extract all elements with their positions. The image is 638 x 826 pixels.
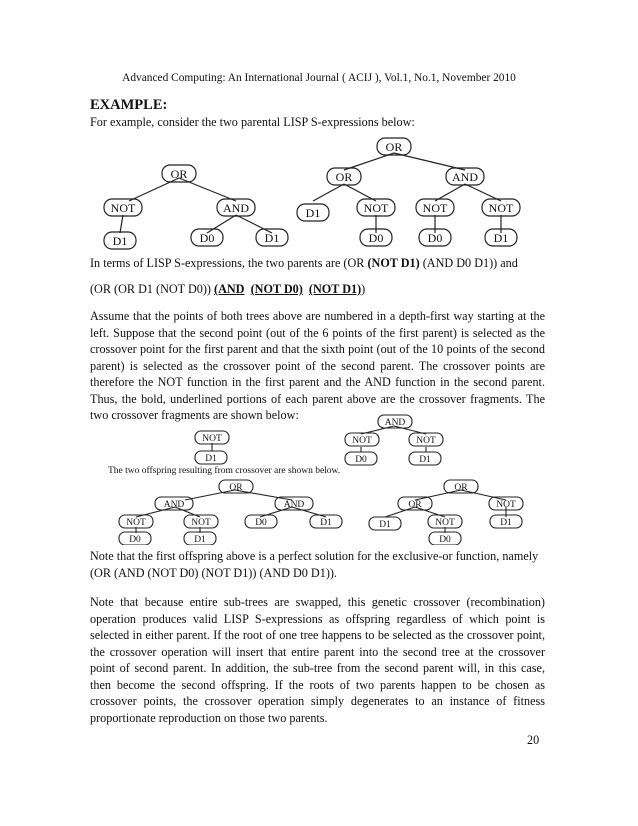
second-parent-expression-line (90, 282, 365, 297)
tree2-node-not3: NOT (488, 201, 514, 215)
offspring1-node-and2: AND (283, 500, 305, 510)
paragraph-crossover-points (90, 308, 545, 424)
offspring2-node-d0: D0 (439, 535, 451, 545)
offspring2-node-not2: NOT (435, 518, 455, 528)
page-number: 20 (527, 733, 540, 747)
tree1-node-d0: D0 (199, 231, 215, 245)
fragment2-node-d0: D0 (355, 455, 367, 465)
offspring2-node-d1b: D1 (500, 518, 512, 528)
offspring2-node-or: OR (408, 500, 422, 510)
tree2-node-not1: NOT (363, 201, 389, 215)
second-bold-not-d1: (NOT D1) (308, 282, 362, 296)
second-prefix: (OR (OR D1 (NOT D0)) (90, 282, 215, 296)
tree2-node-and: AND (452, 170, 478, 184)
intro-text: For example, consider the two parental LISP S-expressions below: (90, 115, 415, 129)
fragment2-node-not2: NOT (416, 436, 436, 446)
offspring2-node-or-root: OR (454, 483, 468, 493)
tree2-node-not2: NOT (422, 201, 448, 215)
parents-suffix: (AND D0 D1)) and (419, 256, 518, 270)
running-header: Advanced Computing: An International Journal ( ACIJ ), Vol.1, No.1, November 2010 (122, 72, 516, 84)
tree2-node-d1b: D1 (493, 231, 509, 245)
tree1-node-not: NOT (110, 201, 136, 215)
paragraph-subtree-swap (90, 594, 545, 726)
fragment1-node-d1: D1 (205, 454, 217, 464)
tree1-node-d1b: D1 (264, 231, 280, 245)
fragment2-node-not1: NOT (352, 436, 372, 446)
note-line-1: Note that the first offspring above is a perfect solution for the exclusive-or function, namely (90, 549, 539, 563)
note-line-2: (OR (AND (NOT D0) (NOT D1)) (AND D0 D1)). (90, 566, 337, 580)
offspring1-node-and1: AND (163, 500, 185, 510)
figure-crossover-offspring (95, 410, 545, 545)
tree2-node-or: OR (335, 170, 353, 184)
parents-prefix: In terms of LISP S-expressions, the two parents are (OR (90, 256, 368, 270)
second-bold-and: (AND (214, 282, 245, 296)
tree1-node-or: OR (170, 167, 188, 181)
offspring1-node-d0b: D0 (129, 535, 141, 545)
tree2-node-d1: D1 (305, 206, 321, 220)
paragraph-2-text: Note that because entire sub-trees are swapped, this genetic crossover (recombination) operation produces valid LISP S-expressions as offspring regardless of which point is selected in either parent. If the root of one tree happens to be selected as the crossover point, the crossover operation will insert that entire parent into the second tree at the crossover point of second parent. In addition, the sub-tree from the second parent will, in this case, then become the second offspring. If the roots of two parents happen to be chosen as crossover points, the crossover operation simply degenerates to an instance of fitness proportionate reproduction on those two parents. (90, 595, 545, 725)
figure-parent-trees (90, 133, 550, 253)
paragraph-1-text: Assume that the points of both trees above are numbered in a depth-first way starting at the left. Suppose that the second point (out of the 6 points of the first parent) is selected as the crossover point for the first parent and that the sixth point (out of the 10 points of the second parent) is selected as the crossover point of the second parent. The crossover points are therefore the NOT function in the first parent and the AND function in the second parent. Thus, the bold, underlined portions of each parent above are the crossover fragments. The two crossover fragments are shown below: (90, 309, 545, 422)
fragment1-node-not: NOT (202, 434, 222, 444)
offspring1-node-d1: D1 (320, 518, 332, 528)
offspring1-node-d1b: D1 (194, 535, 206, 545)
fragment2-node-d1: D1 (419, 455, 431, 465)
tree1-node-and: AND (223, 201, 249, 215)
tree1-node-d1: D1 (112, 234, 128, 248)
figure-caption: The two offspring resulting from crossover are shown below. (108, 466, 341, 476)
offspring1-node-not2: NOT (191, 518, 211, 528)
offspring1-node-d0: D0 (255, 518, 267, 528)
second-suffix: ) (361, 282, 366, 296)
fragment2-node-and: AND (384, 418, 406, 428)
parents-expression-line (90, 256, 518, 271)
section-heading: EXAMPLE: (90, 97, 168, 113)
second-bold-not-d0: (NOT D0) (250, 282, 303, 296)
offspring2-node-d1: D1 (379, 520, 391, 530)
tree2-node-d0b: D0 (427, 231, 443, 245)
offspring1-node-or: OR (229, 483, 243, 493)
parents-bold-fragment: (NOT D1) (367, 256, 420, 270)
offspring1-node-not1: NOT (126, 518, 146, 528)
tree2-node-or-root: OR (385, 140, 403, 154)
offspring2-node-not: NOT (496, 500, 516, 510)
tree2-node-d0a: D0 (368, 231, 384, 245)
